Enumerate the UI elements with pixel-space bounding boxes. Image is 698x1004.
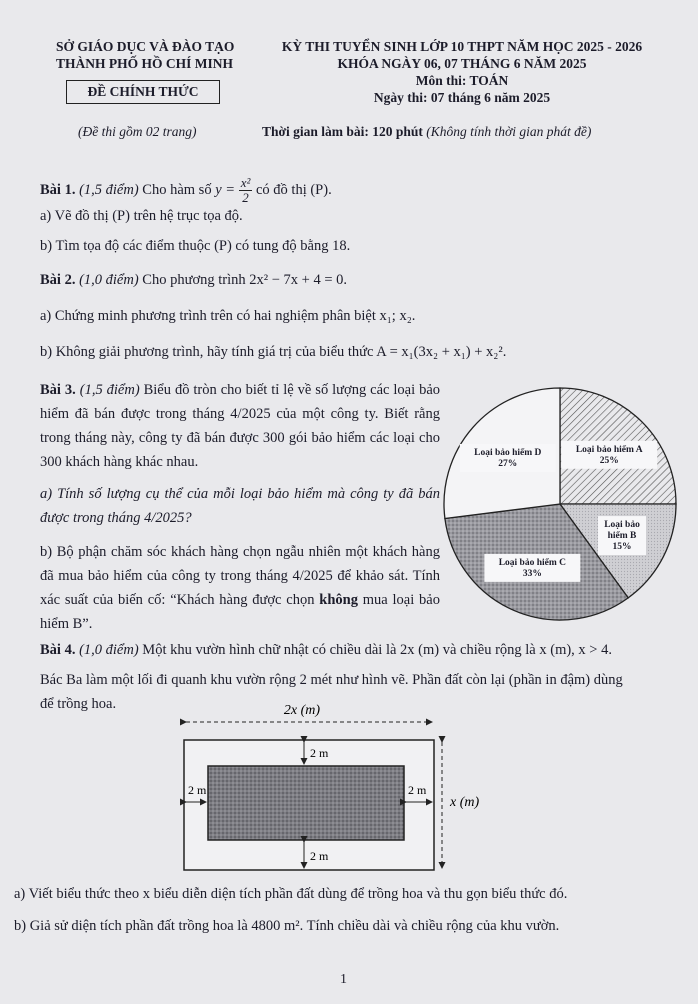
bai4-label: Bài 4. <box>40 642 76 658</box>
bai4-points: (1,0 điểm) <box>79 642 139 658</box>
right-path-label: 2 m <box>408 783 427 797</box>
bai1-frac-num: x² <box>240 175 251 190</box>
pie-label-b: Loại bảo <box>604 520 640 531</box>
bai2-statement <box>40 272 347 289</box>
bai1-part-a: a) Vẽ đồ thị (P) trên hệ trục tọa độ. <box>40 208 243 224</box>
time-note: (Không tính thời gian phát đề) <box>426 124 592 139</box>
bai1-label: Bài 1. <box>40 181 76 198</box>
garden-figure <box>170 700 500 880</box>
bai2-part-b: b) Không giải phương trình, hãy tính giá trị của biểu thức A = x₁(3x₂ + x₁) + x₂². <box>40 344 507 360</box>
bai1-intro-end: có đồ thị (P). <box>255 181 332 198</box>
exam-header <box>262 38 662 106</box>
bai2-intro: Cho phương trình 2x² − 7x + 4 = 0. <box>142 272 348 288</box>
bai3-part-b-bold: không <box>319 592 358 608</box>
pie-label-b: hiểm B <box>607 531 637 542</box>
insurance-pie-chart <box>440 384 680 624</box>
time-line <box>262 124 591 140</box>
bai3-label: Bài 3. <box>40 382 76 398</box>
bai3-part-b-text: b) Bộ phận chăm sóc khách hàng chọn ngẫu nhiên một khách hàng đã mua bảo hiểm của công ty trong tháng 4/2025 để khảo sát. Tính xác suất của biến cố: “Khách hàng được chọn <box>40 544 440 608</box>
pie-label-d: Loại bảo hiểm D <box>474 447 542 458</box>
pie-percent-a: 25% <box>599 455 619 466</box>
bai3-intro: Biểu đồ tròn cho biết tỉ lệ về số lượng các loại bảo hiểm đã bán được trong tháng 4/2025 của một công ty. Biết rằng trong tháng này, công ty đã bán được 300 gói bảo hiểm các loại cho 300 khách hàng khác nhau. <box>40 382 441 470</box>
bai2-part-a: a) Chứng minh phương trình trên có hai nghiệm phân biệt x₁; x₂. <box>40 308 416 324</box>
bai4-line2: Bác Ba làm một lối đi quanh khu vườn rộng 2 mét như hình vẽ. Phần đất còn lại (phần in đậm) dùng <box>40 672 623 688</box>
bai4-part-b: b) Giả sử diện tích phần đất trồng hoa là 4800 m². Tính chiều dài và chiều rộng của khu vườn. <box>14 918 560 934</box>
bai4-line1: Một khu vườn hình chữ nhật có chiều dài là 2x (m) và chiều rộng là x (m), x > 4. <box>142 642 612 658</box>
pie-slices <box>444 388 676 620</box>
bai1-func-lhs: y = <box>215 181 236 198</box>
bai1-part-b: b) Tìm tọa độ các điểm thuộc (P) có tung độ bằng 18. <box>40 238 351 254</box>
bai1-intro: Cho hàm số <box>142 181 212 198</box>
bai2-label: Bài 2. <box>40 272 76 288</box>
pie-percent-d: 27% <box>498 458 518 469</box>
bai3-part-b-end: mua loại bảo hiểm B”. <box>40 592 440 632</box>
page-number: 1 <box>340 972 347 987</box>
exam-title: KỲ THI TUYỂN SINH LỚP 10 THPT NĂM HỌC 2025 - 2026 <box>281 39 643 54</box>
pages-note: (Đề thi gồm 02 trang) <box>78 124 197 139</box>
pie-label-c: Loại bảo hiểm C <box>498 557 567 568</box>
bai4-statement <box>40 642 612 659</box>
bai4-line3: để trồng hoa. <box>40 696 117 712</box>
bai4-part-a: a) Viết biểu thức theo x biểu diễn diện tích phần đất dùng để trồng hoa và thu gọn biểu thức đó. <box>14 886 568 902</box>
exam-session: KHÓA NGÀY 06, 07 THÁNG 6 NĂM 2025 <box>337 56 587 71</box>
bai3-part-a: a) Tính số lượng cụ thể của mỗi loại bảo hiểm mà công ty đã bán được trong tháng 4/2025? <box>40 486 440 526</box>
pie-label-a: Loại bảo hiểm A <box>575 444 643 455</box>
pie-percent-c: 33% <box>522 568 542 579</box>
flower-bed <box>208 766 404 840</box>
department-line-1: SỞ GIÁO DỤC VÀ ĐÀO TẠO <box>56 39 235 54</box>
width-label: x (m) <box>450 795 480 810</box>
bai1-fraction <box>239 176 253 205</box>
top-path-label: 2 m <box>310 746 329 760</box>
bai1-points: (1,5 điểm) <box>79 181 139 198</box>
department-line-2: THÀNH PHỐ HỒ CHÍ MINH <box>56 56 234 71</box>
bai3-points: (1,5 điểm) <box>79 382 140 398</box>
bai2-points: (1,0 điểm) <box>79 272 139 288</box>
exam-subject: Môn thi: TOÁN <box>415 73 509 88</box>
bai3-intro-block <box>40 378 440 474</box>
time-label: Thời gian làm bài: 120 phút <box>262 124 423 139</box>
issuing-department <box>56 38 235 72</box>
bottom-path-label: 2 m <box>310 849 329 863</box>
length-label: 2x (m) <box>283 703 321 718</box>
official-exam-box: ĐỀ CHÍNH THỨC <box>66 80 220 104</box>
pie-percent-b: 15% <box>612 542 632 553</box>
bai1-statement <box>40 176 332 205</box>
exam-date: Ngày thi: 07 tháng 6 năm 2025 <box>373 90 551 105</box>
bai3-part-b <box>40 540 440 636</box>
bai1-frac-den: 2 <box>242 190 249 205</box>
left-path-label: 2 m <box>188 783 207 797</box>
